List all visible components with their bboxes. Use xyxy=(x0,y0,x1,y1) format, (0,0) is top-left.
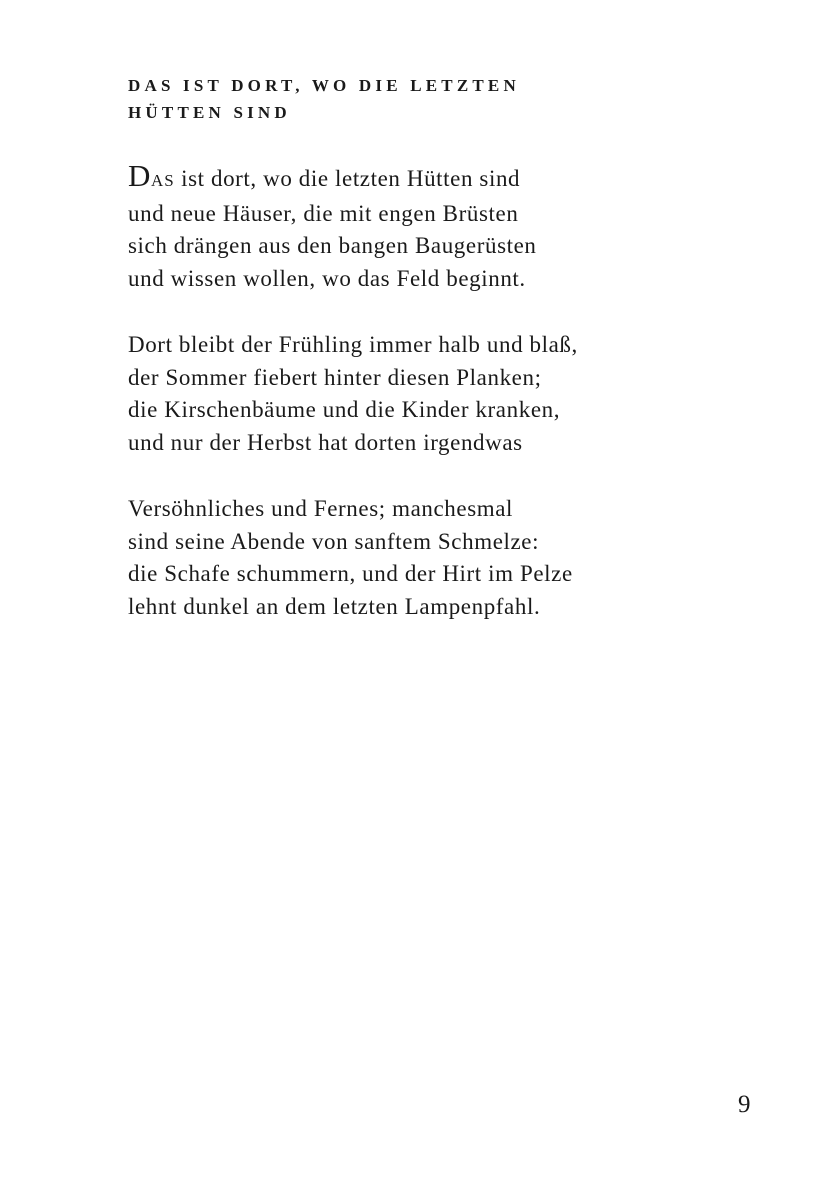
initial-letter: D xyxy=(128,158,151,193)
poem-title-line-1: DAS IST DORT, WO DIE LETZTEN xyxy=(128,76,520,95)
verse-line: lehnt dunkel an dem letzten Lampenpfahl. xyxy=(128,593,541,619)
stanza-2 xyxy=(128,329,728,459)
verse-line: die Schafe schummern, und der Hirt im Pelze xyxy=(128,561,573,586)
page-number: 9 xyxy=(738,1091,751,1118)
verse-line: und nur der Herbst hat dorten irgendwas xyxy=(128,429,523,455)
verse-line: die Kirschenbäume und die Kinder kranken, xyxy=(128,397,561,422)
verse-line: Dort bleibt der Frühling immer halb und blaß, xyxy=(128,332,578,357)
verse-line-first xyxy=(128,160,728,198)
first-line-rest: ist dort, wo die letzten Hütten sind xyxy=(174,166,521,191)
verse-line: und neue Häuser, die mit engen Brüsten xyxy=(128,200,519,226)
poem-body xyxy=(128,160,728,657)
verse-line: sich drängen aus den bangen Baugerüsten xyxy=(128,233,537,258)
stanza-1 xyxy=(128,160,728,295)
stanza-3 xyxy=(128,493,728,623)
verse-line: und wissen wollen, wo das Feld beginnt. xyxy=(128,265,526,291)
poem-title-line-2: HÜTTEN SIND xyxy=(128,103,291,122)
initial-smallcaps: AS xyxy=(151,171,175,190)
verse-line: Versöhnliches und Fernes; manchesmal xyxy=(128,496,514,521)
verse-line: der Sommer fiebert hinter diesen Planken; xyxy=(128,364,542,390)
poem-title xyxy=(128,72,688,126)
verse-line: sind seine Abende von sanftem Schmelze: xyxy=(128,528,540,554)
